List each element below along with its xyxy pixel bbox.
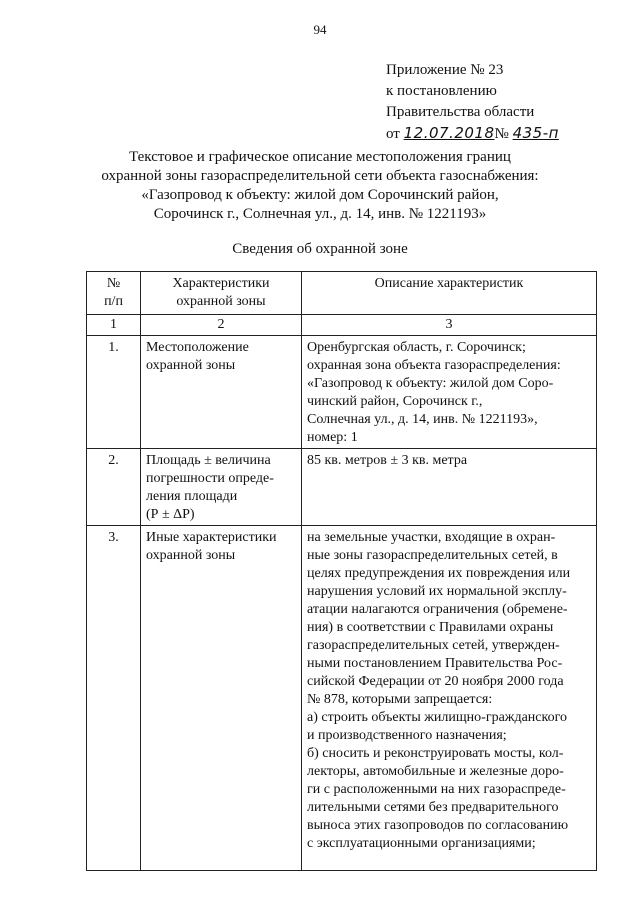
description-line: охранная зона объекта газораспределения: (307, 358, 561, 373)
description-line: номер: 1 (307, 430, 358, 445)
table-index-row (87, 315, 597, 336)
header-number-sign: № (106, 276, 121, 291)
description-line: сийской Федерации от 20 ноября 2000 года (307, 674, 564, 689)
description-line: «Газопровод к объекту: жилой дом Соро- (307, 376, 554, 391)
description-line: лительными сетями без предварительного (307, 800, 559, 815)
heading-line-3: «Газопровод к объекту: жилой дом Сорочинский район, (141, 187, 499, 203)
document-heading (60, 148, 580, 224)
description-line: № 878, которыми запрещается: (307, 692, 493, 707)
description-line: Оренбургская область, г. Сорочинск; (307, 340, 526, 355)
characteristic-line: (Р ± ΔР) (146, 507, 195, 522)
description-line: и производственного назначения; (307, 728, 507, 743)
description-line: на земельные участки, входящие в охран- (307, 530, 556, 545)
description-line: лекторы, автомобильные и железные доро- (307, 764, 564, 779)
description-line: б) сносить и реконструировать мосты, кол- (307, 746, 564, 761)
appendix-title: Приложение № 23 (386, 62, 504, 78)
appendix-number-prefix: № (494, 126, 509, 142)
characteristic-line: погрешности опреде- (146, 471, 274, 486)
header-number-abbr: п/п (104, 294, 123, 309)
row-description (302, 526, 597, 871)
description-line: газораспределительных сетей, утвержден- (307, 638, 560, 653)
description-line: ные зоны газораспределительных сетей, в (307, 548, 558, 563)
row-number: 2. (87, 449, 141, 526)
table-header-row (87, 272, 597, 315)
header-characteristics-line-1: Характеристики (172, 276, 270, 291)
appendix-government: Правительства области (386, 104, 535, 120)
row-description (302, 449, 597, 526)
characteristic-line: Площадь ± величина (146, 453, 271, 468)
description-line: 85 кв. метров ± 3 кв. метра (307, 453, 468, 468)
row-number: 3. (87, 526, 141, 871)
index-cell: 1 (87, 315, 141, 336)
heading-line-2: охранной зоны газораспределительной сети объекта газоснабжения: (101, 168, 539, 184)
characteristic-line: Местоположение (146, 340, 249, 355)
row-number: 1. (87, 336, 141, 449)
table-row (87, 526, 597, 871)
zone-info-table (86, 271, 597, 871)
description-line: нарушения условий их нормальной эксплу- (307, 584, 567, 599)
section-title: Сведения об охранной зоне (232, 241, 408, 257)
heading-line-1: Текстовое и графическое описание местоположения границ (129, 149, 511, 165)
description-line: чинский район, Сорочинск г., (307, 394, 483, 409)
description-line: ными постановлением Правительства Рос- (307, 656, 563, 671)
row-characteristic (141, 336, 302, 449)
description-line: Солнечная ул., д. 14, инв. № 1221193», (307, 412, 538, 427)
appendix-from-prefix: от (386, 126, 400, 142)
index-cell: 3 (302, 315, 597, 336)
appendix-date: 12.07.2018 (403, 124, 495, 142)
description-line: ги с расположенными на них газораспреде- (307, 782, 566, 797)
appendix-resolution: к постановлению (386, 83, 497, 99)
appendix-number: 435-п (512, 124, 559, 142)
index-cell: 2 (141, 315, 302, 336)
table-row (87, 336, 597, 449)
description-line: выноса этих газопроводов по согласованию (307, 818, 569, 833)
row-characteristic (141, 449, 302, 526)
table-row (87, 449, 597, 526)
header-characteristics-line-2: охранной зоны (176, 294, 266, 309)
heading-line-4: Сорочинск г., Солнечная ул., д. 14, инв. № 1221193» (153, 206, 487, 222)
characteristic-line: охранной зоны (146, 548, 236, 563)
header-number (87, 272, 141, 315)
characteristic-line: ления площади (146, 489, 238, 504)
header-description: Описание характеристик (302, 272, 597, 315)
header-characteristics (141, 272, 302, 315)
page-number: 94 (313, 22, 327, 37)
characteristic-line: охранной зоны (146, 358, 236, 373)
appendix-date-line (386, 123, 559, 145)
description-line: ния) в соответствии с Правилами охраны (307, 620, 554, 635)
appendix-block (386, 60, 559, 145)
description-line: а) строить объекты жилищно-гражданского (307, 710, 567, 725)
row-characteristic (141, 526, 302, 871)
characteristic-line: Иные характеристики (146, 530, 277, 545)
description-line: атации налагаются ограничения (обремене- (307, 602, 568, 617)
row-description (302, 336, 597, 449)
description-line: целях предупреждения их повреждения или (307, 566, 571, 581)
description-line: с эксплуатационными организациями; (307, 836, 536, 851)
